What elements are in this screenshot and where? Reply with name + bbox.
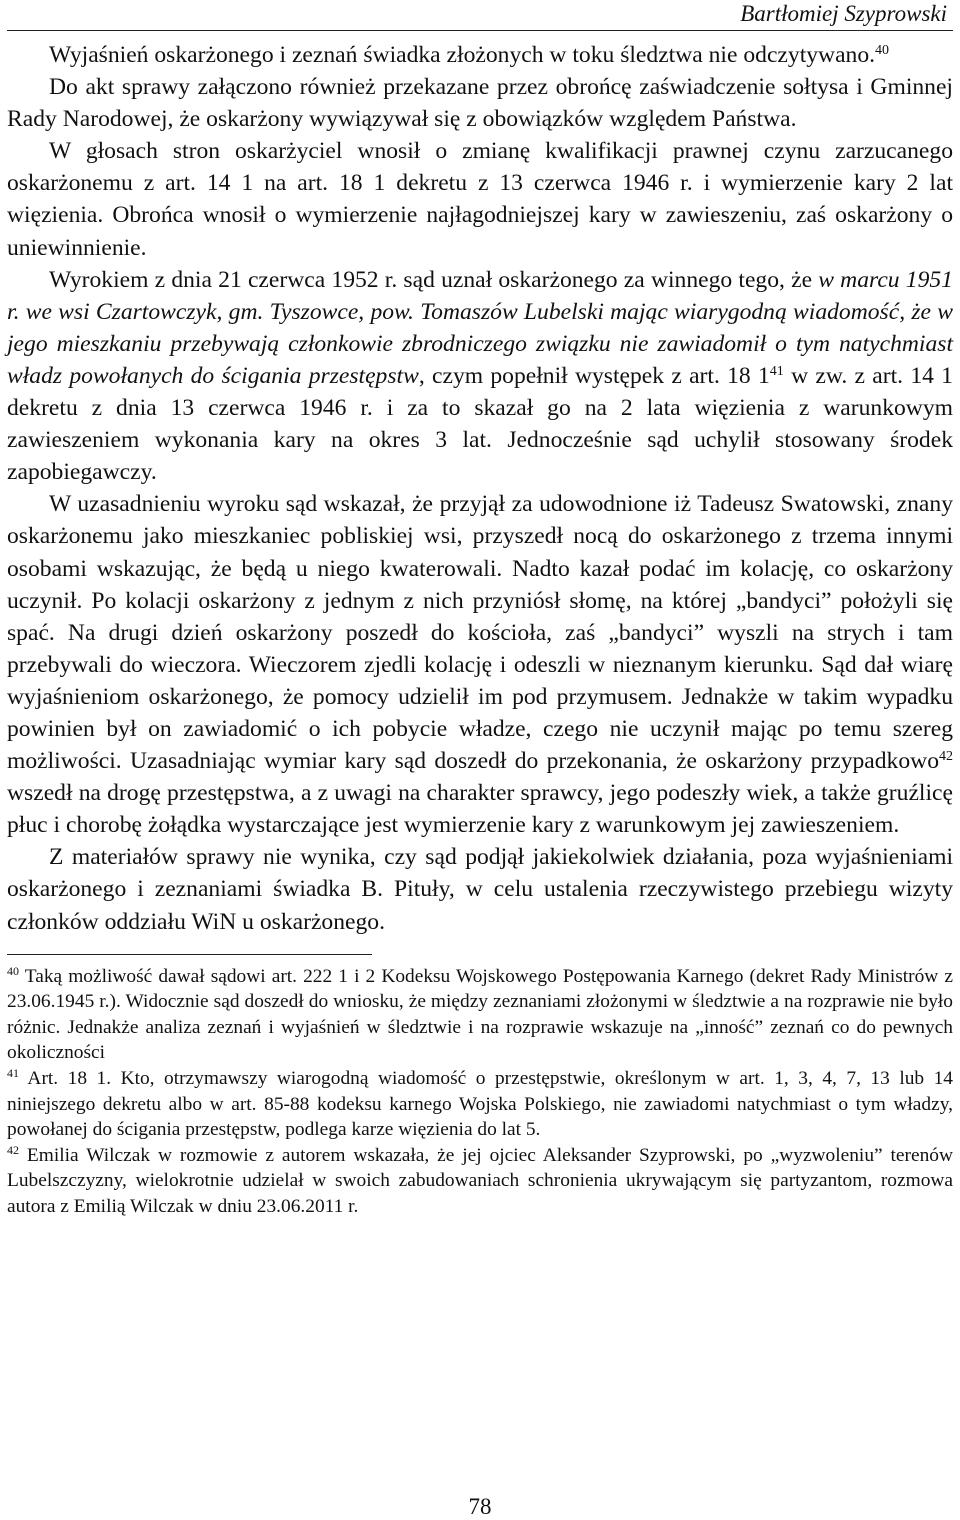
- footnote-40: [7, 964, 953, 1066]
- footnote-ref-41: 41: [769, 363, 784, 379]
- paragraph-4-text-c: w zw. z art. 14 1 dekretu z dnia 13 czerwca 1946 r. i za to skazał go na 2 lata więzienia z warunkowym zawieszeniem wykonania kary na okres 3 lat. Jednocześnie sąd uchylił stosowany środek zapobiegawczy.: [7, 362, 953, 486]
- paragraph-3: W głosach stron oskarżyciel wnosił o zmianę kwalifikacji prawnej czynu zarzucanego oskarżonemu z art. 14 1 na art. 18 1 dekretu z 13 czerwca 1946 r. i wymierzenie kary 2 lat więzienia. Obrońca wnosił o wymierzenie najłagodniejszej kary w zawieszeniu, zaś oskarżony o uniewinnienie.: [7, 138, 953, 261]
- main-text: [7, 39, 953, 938]
- page-number: 78: [468, 1494, 492, 1519]
- header-author: Bartłomiej Szyprowski: [740, 1, 947, 26]
- paragraph-1-text: Wyjaśnień oskarżonego i zeznań świadka złożonych w toku śledztwa nie odczytywano.: [49, 42, 876, 68]
- paragraph-5: [7, 488, 953, 841]
- footnote-text: Emilia Wilczak w rozmowie z autorem wskazała, że jej ojciec Aleksander Szyprowski, po „wyzwoleniu” terenów Lubelszczyzny, wielokrotnie udzielał w swoich zabudowaniach schronienia ukrywającym się partyzantom, rozmowa autora z Emilią Wilczak w dniu 23.06.2011 r.: [7, 1144, 953, 1217]
- footnote-number: 42: [7, 1142, 19, 1157]
- footnote-number: 41: [7, 1066, 19, 1080]
- footnote-text: Art. 18 1. Kto, otrzymawszy wiarogodną wiadomość o przestępstwie, określonym w art. 1, 3, 4, 7, 13 lub 14 niniejszego dekretu albo w art. 85-88 kodeksu karnego Wojska Polskiego, nie zawiadomi natychmiast o tym władzy, powołanej do ścigania przestępstw, podlega karze więzienia do lat 5.: [7, 1068, 953, 1141]
- paragraph-5-text-a: W uzasadnieniu wyroku sąd wskazał, że przyjął za udowodnione iż Tadeusz Swatowski, znany oskarżonemu jako mieszkaniec pobliskiej wsi, przyszedł nocą do oskarżonego z trzema innymi osobami wskazując, że będą u niego kwaterowali. Nadto kazał podać im kolację, co oskarżony uczynił. Po kolacji oskarżony z jednym z nich przyniósł słomę, na której „bandyci” położyli się spać. Na drugi dzień oskarżony poszedł do kościoła, zaś „bandyci” wyszli na strych i tam przebywali do wieczora. Wieczorem zjedli kolację i odeszli w nieznanym kierunku. Sąd dał wiarę wyjaśnieniom oskarżonego, że pomocy udzielił im pod przymusem. Jednakże w takim wypadku powinien był on zawiadomić o ich pobycie władze, czego nie uczynił mając po temu szereg możliwości. Uzasadniając wymiar kary sąd doszedł do przekonania, że oskarżony przypadkowo: [7, 491, 953, 775]
- paragraph-4: [7, 264, 953, 489]
- paragraph-2: Do akt sprawy załączono również przekazane przez obrońcę zaświadczenie sołtysa i Gminnej Rady Narodowej, że oskarżony wywiązywał się z obowiązków względem Państwa.: [7, 74, 953, 133]
- paragraph-4-text-b: , czym popełnił występek z art. 18 1: [418, 362, 770, 389]
- paragraph-5-text-b: wszedł na drogę przestępstwa, a z uwagi na charakter sprawcy, jego podeszły wiek, a także gruźlicę płuc i chorobę żołądka wystarczające jest wymierzenie kary z warunkowym jej zawieszeniem.: [7, 780, 953, 839]
- footnotes: [7, 964, 953, 1220]
- footnote-41: [7, 1066, 953, 1143]
- footnote-42: [7, 1143, 953, 1220]
- running-header: [7, 0, 953, 31]
- footnote-number: 40: [7, 963, 19, 978]
- footnote-text: Taką możliwość dawał sądowi art. 222 1 i 2 Kodeksu Wojskowego Postępowania Karnego (dekret Rady Ministrów z 23.06.1945 r.). Widocznie sąd doszedł do wniosku, że między zeznaniami złożonymi w śledztwie a na rozprawie nie było różnic. Jednakże analiza zeznań i wyjaśnień w śledztwie i na rozprawie wskazuje na „inność” zeznań co do pewnych okoliczności: [7, 965, 953, 1064]
- footnote-ref-42: 42: [939, 749, 953, 765]
- footnote-ref-40: 40: [875, 43, 890, 58]
- paragraph-1: [7, 39, 953, 71]
- paragraph-4-text-a: Wyrokiem z dnia 21 czerwca 1952 r. sąd uznał oskarżonego za winnego tego, że: [49, 266, 819, 293]
- footnote-separator: [7, 954, 372, 955]
- paragraph-6: Z materiałów sprawy nie wynika, czy sąd podjął jakiekolwiek działania, poza wyjaśnieniami oskarżonego i zeznaniami świadka B. Pituły, w celu ustalenia rzeczywistego przebiegu wizyty członków oddziału WiN u oskarżonego.: [7, 844, 953, 935]
- paragraph-4-italic-quote: w marcu 1951 r. we wsi Czartowczyk, gm. Tyszowce, pow. Tomaszów Lubelski mając wiarygodną wiadomość, że w jego mieszkaniu przebywają członkowie zbrodniczego związku nie zawiadomił o tym natychmiast władz powołanych do ścigania przestępstw: [7, 266, 953, 389]
